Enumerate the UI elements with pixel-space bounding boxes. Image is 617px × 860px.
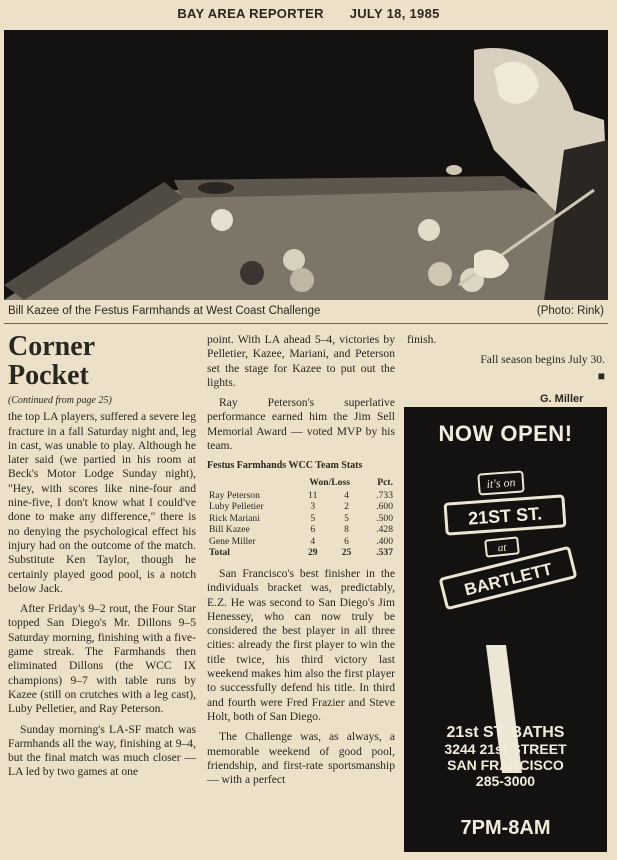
sign-bartlett-text: BARTLETT <box>462 559 555 600</box>
divider <box>4 323 608 324</box>
article-column-2 <box>207 333 395 793</box>
paragraph: the top LA players, suffered a severe leg fracture in a fall Saturday night and, leg in cast, was unable to play. Although he later said (we partied in his room at Beck's Motor Lodge Sunday night), "Hey, with scores like nine-four and nine-five, I don't know what I could've done to make any difference," there is no denying the psychological effect his injury had on the outcome of the match. Substitute Ken Taylor, though he certainly played good pool, is a notch below Jack. <box>8 410 196 595</box>
issue-date: JULY 18, 1985 <box>349 6 440 21</box>
masthead <box>0 6 617 21</box>
article-photo <box>4 30 608 300</box>
ad-business-name: 21st ST. BATHS <box>446 724 565 741</box>
table-row: Bill Kazee 6 8 .428 <box>209 524 393 536</box>
caption-text: Bill Kazee of the Festus Farmhands at West Coast Challenge <box>8 305 321 317</box>
ad-hours: 7PM-8AM <box>460 817 551 839</box>
paragraph: Ray Peterson's superlative performance earned him the Jim Sell Memorial Award — voted MVP by his team. <box>207 396 395 453</box>
publication-name: BAY AREA REPORTER <box>177 6 324 21</box>
table-row: Gene Miller 4 6 .400 <box>209 535 393 547</box>
ad-address: 3244 21st STREET <box>444 741 567 757</box>
sign-tag-text: it's on <box>486 475 516 491</box>
ad-city: SAN FRANCISCO <box>447 757 564 773</box>
photo-credit: (Photo: Rink) <box>536 305 604 317</box>
end-mark: ■ <box>597 368 605 383</box>
pool-table-illustration <box>4 30 608 300</box>
byline: G. Miller <box>540 393 584 405</box>
table-row: Luby Pelletier 3 2 .600 <box>209 501 393 513</box>
ad-headline: NOW OPEN! <box>438 421 573 446</box>
team-stats-table <box>207 476 395 559</box>
ball <box>283 249 305 271</box>
stats-title: Festus Farmhands WCC Team Stats <box>207 460 363 472</box>
article-column-3 <box>407 333 605 382</box>
ad-contact-block <box>404 725 607 789</box>
table-row: Ray Peterson 11 4 .733 <box>209 489 393 501</box>
header-pct: Pct. <box>377 476 393 488</box>
ball <box>428 262 452 286</box>
paragraph: The Challenge was, as always, a memorable weekend of good pool, friendship, and first-rate sportsmanship — with a perfect <box>207 730 395 787</box>
ball <box>290 268 314 292</box>
paragraph: Sunday morning's LA-SF match was Farmhands all the way, finishing at 9–4, but the final match was much closer — LA led by two games at one <box>8 722 196 779</box>
paragraph: point. With LA ahead 5–4, victories by Pelletier, Kazee, Mariani, and Peterson set the stage for Kazee to put out the lights. <box>207 333 395 389</box>
advertisement <box>404 407 607 852</box>
ball <box>211 209 233 231</box>
paragraph: After Friday's 9–2 rout, the Four Star topped San Diego's Mr. Dillons 9–5 Saturday morning, finishing with a five-game streak. The Farmhands then eliminated Dillons (the WCC IX champions) 9–7 with table runs by Kazee (still on crutches with a leg cast), Luby Pelletier, and Ray Peterson. <box>8 602 196 716</box>
continued-note: (Continued from page 25) <box>8 395 112 406</box>
photo-caption <box>8 305 604 317</box>
ball <box>240 261 264 285</box>
article-headline: Corner Pocket <box>8 331 96 391</box>
table-row: Rick Mariani 5 5 .500 <box>209 512 393 524</box>
stats-header-row <box>207 476 395 490</box>
ball <box>418 219 440 241</box>
sign-at-text: at <box>497 541 507 555</box>
article-column-1 <box>8 332 196 786</box>
paragraph: Fall season begins July 30. <box>480 353 605 367</box>
header-won-loss: Won/Loss <box>309 476 350 488</box>
sign-21st-text: 21ST ST. <box>467 503 543 529</box>
paragraph: San Francisco's best finisher in the individuals bracket was, predictably, E.Z. He was second to San Diego's Jim Henessey, who can now truly be considered the best player in all three cities: already the first player to win the title twice, his third victory last weekend makes him also the first player to successfully defend his title. In third and fourth were Fred Frazier and Steve Holt, both of San Diego. <box>207 566 395 723</box>
paragraph: finish. <box>407 333 437 346</box>
ad-phone: 285-3000 <box>475 773 536 789</box>
table-total-row: Total 29 25 .537 <box>209 547 393 559</box>
